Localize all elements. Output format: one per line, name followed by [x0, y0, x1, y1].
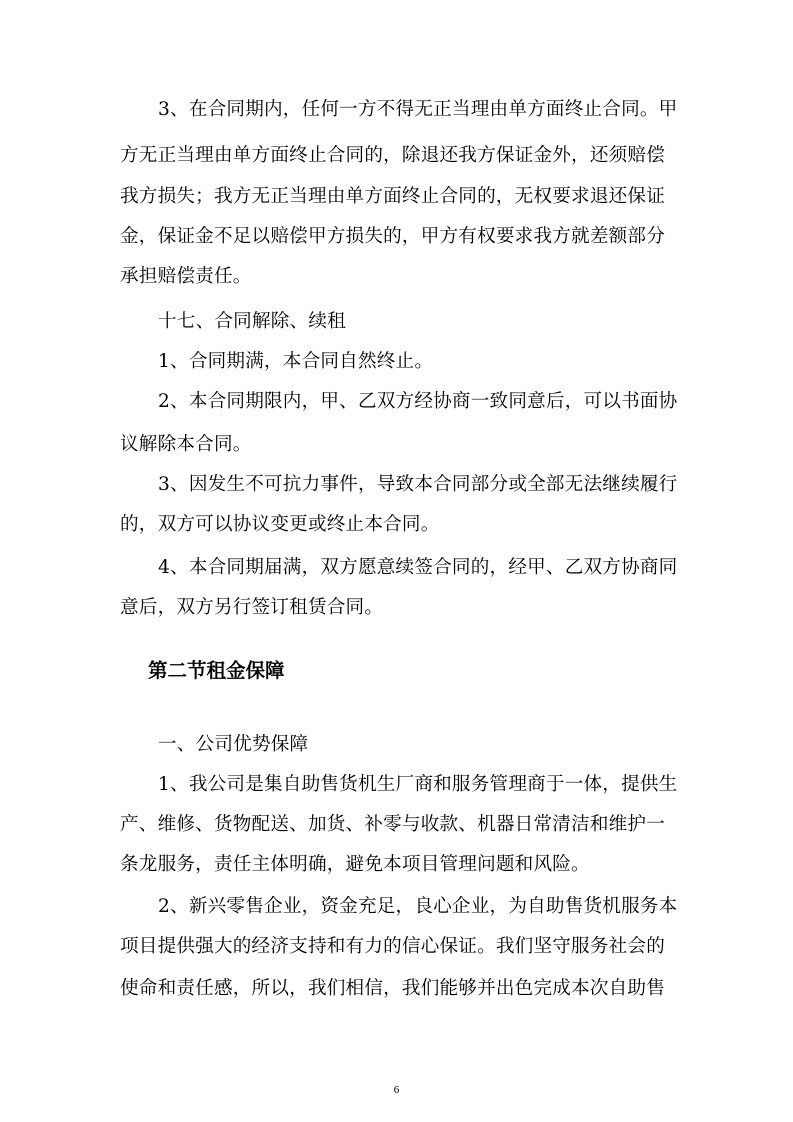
paragraph-line: 3、在合同期内，任何一方不得无正当理由单方面终止合同。甲 — [158, 99, 678, 120]
paragraph-line: 2、本合同期限内，甲、乙双方经协商一致同意后，可以书面协 — [158, 391, 678, 412]
paragraph-line: 使命和责任感，所以，我们相信，我们能够并出色完成本次自助售 — [120, 978, 666, 999]
paragraph-line: 意后，双方另行签订租赁合同。 — [120, 597, 384, 618]
paragraph-line: 产、维修、货物配送、加货、补零与收款、机器日常清洁和维护一 — [120, 814, 666, 835]
page-number: 6 — [393, 1084, 400, 1096]
paragraph-line: 1、合同期满，本合同自然终止。 — [158, 351, 434, 372]
paragraph-line: 条龙服务，责任主体明确，避免本项目管理问题和风险。 — [120, 854, 590, 875]
section-heading: 第二节租金保障 — [148, 659, 285, 682]
paragraph-line: 我方损失；我方无正当理由单方面终止合同的，无权要求退还保证 — [120, 186, 666, 207]
paragraph-line: 方无正当理由单方面终止合同的，除退还我方保证金外，还须赔偿 — [120, 145, 666, 166]
paragraph-line: 3、因发生不可抗力事件，导致本合同部分或全部无法继续履行 — [158, 474, 678, 495]
paragraph-line: 承担赔偿责任。 — [120, 266, 252, 287]
paragraph-line: 4、本合同期届满，双方愿意续签合同的，经甲、乙双方协商同 — [158, 557, 678, 578]
paragraph-line: 项目提供强大的经济支持和有力的信心保证。我们坚守服务社会的 — [120, 936, 666, 957]
paragraph-line: 1、我公司是集自助售货机生厂商和服务管理商于一体，提供生 — [158, 774, 678, 795]
clause-heading: 一、公司优势保障 — [158, 734, 309, 755]
paragraph-line: 议解除本合同。 — [120, 434, 252, 455]
paragraph-line: 2、新兴零售企业，资金充足，良心企业，为自助售货机服务本 — [158, 896, 678, 917]
paragraph-line: 的，双方可以协议变更或终止本合同。 — [120, 514, 440, 535]
clause-heading: 十七、合同解除、续租 — [158, 311, 346, 332]
paragraph-line: 金，保证金不足以赔偿甲方损失的，甲方有权要求我方就差额部分 — [120, 226, 666, 247]
